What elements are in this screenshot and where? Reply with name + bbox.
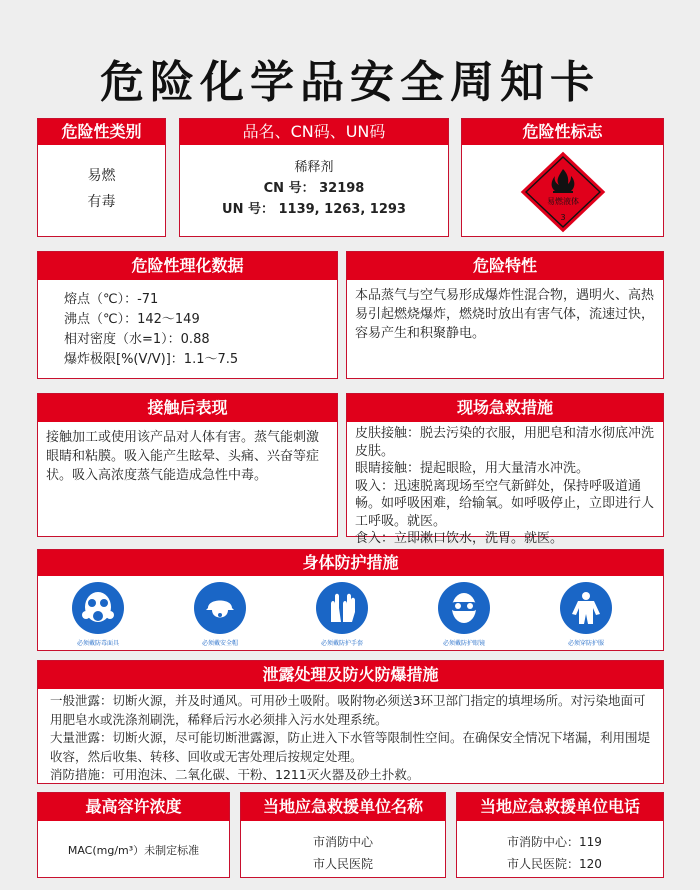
helmet-icon [194,582,246,634]
rescue-unit-box [240,792,446,878]
max-concentration-text: MAC(mg/m³）未制定标准 [67,844,200,857]
leak-box [37,660,664,784]
explosion-limits: 爆炸极限[%(V/V)]：1.1～7.5 [64,352,239,367]
boiling-point: 沸点（℃）：142～149 [64,312,200,327]
contact-header: 接触后表现 [38,394,337,422]
ppe-gas-mask [38,582,158,647]
protection-header: 身体防护措施 [38,550,663,576]
ppe-label: 必须戴防护手套 [320,640,363,647]
ppe-label: 必须戴安全帽 [201,640,238,647]
relative-density: 相对密度（水=1）：0.88 [64,332,210,347]
rescue-phone-header: 当地应急救援单位电话 [457,793,663,821]
page-title: 危险化学品安全周知卡 [100,57,600,108]
first-aid-ingestion: 食入：立即漱口饮水，洗胃。就医。 [355,531,564,546]
cn-number: CN 号： 32198 [263,181,365,196]
un-number: UN 号： 1139, 1263, 1293 [222,202,406,217]
hazard-sign-header: 危险性标志 [462,119,663,145]
product-header: 品名、CN码、UN码 [180,119,448,145]
rescue-phone-item: 市消防中心：119 [507,835,602,849]
flammable-liquid-diamond-icon [518,149,608,235]
first-aid-inhalation: 吸入：迅速脱离现场至空气新鲜处，保持呼吸道通畅。如呼吸困难，给输氧。如呼吸停止，立即进行人工呼吸。就医。 [355,478,655,529]
hazard-features-header: 危险特性 [347,252,663,280]
protection-box [37,549,664,651]
leak-general: 一般泄露：切断火源，并及时通风。可用砂土吸附。吸附物必须送3环卫部门指定的填埋场所。对污染地面可用肥皂水或洗涤剂刷洗，稀释后污水必须排入污水处理系统。 [50,693,646,727]
rescue-phone-box [456,792,664,878]
leak-large: 大量泄露：切断火源，尽可能切断泄露源，防止进入下水管等限制性空间。在确保安全情况下堵漏，利用围堤收容，然后收集、转移、回收或无害处理后按规定处理。 [50,730,651,764]
physchem-box [37,251,338,379]
hazard-category-item: 有毒 [87,194,116,210]
first-aid-eyes: 眼睛接触：提起眼睑，用大量清水冲洗。 [355,461,590,476]
hazard-category-item: 易燃 [87,168,116,184]
first-aid-header: 现场急救措施 [347,394,663,422]
hazard-sign-box [461,118,664,237]
contact-box [37,393,338,537]
rescue-unit-item: 市消防中心 [312,835,373,849]
ppe-goggles [404,582,524,647]
first-aid-skin: 皮肤接触：脱去污染的衣服，用肥皂和清水彻底冲洗皮肤。 [355,426,655,459]
gloves-icon [316,582,368,634]
max-concentration-box [37,792,230,878]
ppe-label: 必须戴防毒面具 [76,640,119,647]
first-aid-box [346,393,664,546]
gas-mask-icon [72,582,124,634]
physchem-header: 危险性理化数据 [38,252,337,280]
contact-text: 接触加工或使用该产品对人体有害。蒸气能刺激眼睛和粘膜。吸入能产生眩晕、头痛、兴奋等症状。吸入高浓度蒸气能造成急性中毒。 [46,430,320,483]
rescue-phone-item: 市人民医院：120 [507,857,602,871]
product-name: 稀释剂 [294,160,334,175]
hazard-sign-number: 3 [560,213,566,222]
ppe-label: 必须穿防护服 [567,640,604,647]
melting-point: 熔点（℃）：-71 [64,292,159,307]
max-concentration-header: 最高容许浓度 [38,793,229,821]
hazard-category-box [37,118,166,237]
hazard-category-header: 危险性类别 [38,119,165,145]
hazard-features-text: 本品蒸气与空气易形成爆炸性混合物，遇明火、高热易引起燃烧爆炸，燃烧时放出有害气体，流速过快，容易产生和积聚静电。 [355,288,655,341]
ppe-gloves [282,582,402,647]
goggles-icon [438,582,490,634]
fire-measures: 消防措施：可用泡沫、二氧化碳、干粉、1211灭火器及砂土扑救。 [50,767,420,782]
ppe-label: 必须戴防护眼镜 [442,640,485,647]
protective-suit-icon [560,582,612,634]
rescue-unit-item: 市人民医院 [312,857,373,871]
hazard-sign-label: 易燃液体 [547,197,579,206]
leak-header: 泄露处理及防火防爆措施 [38,661,663,689]
rescue-unit-header: 当地应急救援单位名称 [241,793,445,821]
hazard-features-box [346,251,664,379]
ppe-suit [526,582,646,647]
product-box [179,118,449,237]
ppe-helmet [160,582,280,647]
